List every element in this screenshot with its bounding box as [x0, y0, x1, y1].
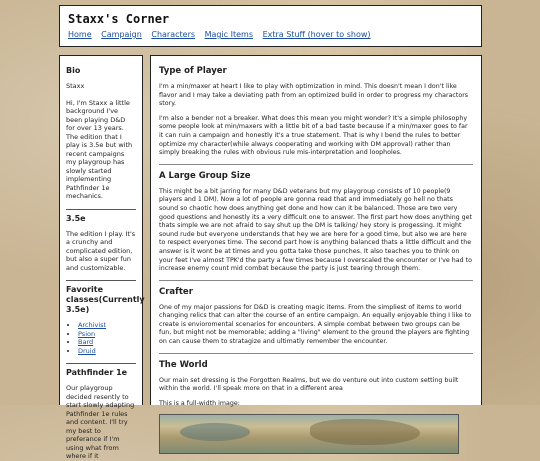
section-divider [159, 280, 473, 281]
world-map-image [159, 414, 459, 454]
edition-heading: 3.5e [66, 213, 86, 223]
list-item [78, 347, 136, 356]
paragraph: This is a full-width image: [159, 399, 240, 407]
section-heading-type-of-player: Type of Player [159, 66, 227, 76]
sidebar [59, 55, 145, 460]
section-heading-the-world: The World [159, 359, 208, 370]
section-heading-large-group: A Large Group Size [159, 170, 251, 181]
nav-extra-stuff-link[interactable]: Extra Stuff (hover to show) [262, 30, 371, 39]
paragraph: Our main set dressing is the Forgotten Realms, but we do venture out into custom setting built within the world. I'll speak more on that in a different area [159, 376, 459, 393]
paragraph: I'm also a bender not a breaker. What does this mean you might wonder? It's a simple philosophy some people look at min/maxers with a little bit of a bad taste because if a min/maxer goes to far it can ruin a campaign and honestly it's a true statement. That is why I bend the rules to better optimize my character(while always cooperating and working with DM approval) rather than simply breaking the rules with obvious rule mis-interpretation and loopholes. [159, 114, 468, 157]
bio-heading: Bio [66, 66, 81, 75]
nav-characters-link[interactable]: Characters [151, 30, 196, 39]
list-item [78, 330, 136, 339]
list-item [78, 338, 136, 347]
paragraph: One of my major passions for D&D is creating magic items. From the simpliest of items to world changing relics that can alter the course of an entire campaign. An equally enjoyable thing I like to create is envioromental scenarios for encounters. A simple combat between two groups can be fun, but might not be memorable; adding a "living" element to the ground the players are fighting on can cause them to stratagize and ultimatly remember the encounter. [159, 303, 472, 346]
class-link-psion[interactable]: Psion [78, 329, 96, 338]
site-title: Staxx's Corner [68, 12, 170, 26]
favorite-classes-list [66, 321, 136, 355]
bio-name: Staxx [66, 82, 85, 90]
nav-home-link[interactable]: Home [68, 30, 92, 39]
main-content [150, 55, 482, 405]
favorite-classes-heading: Favorite classes(Currently 3.5e) [66, 285, 145, 314]
bio-text: Hi, I'm Staxx a little background I've been playing D&D for over 13 years. The edition that I play is 3.5e but with recent campaigns my playgroup has slowly started implementing Pathfinder 1e mechanics. [66, 98, 133, 200]
class-link-archivist[interactable]: Archivist [78, 321, 107, 329]
sidebar-divider [66, 363, 136, 364]
sidebar-divider [66, 280, 136, 281]
nav-campaign-link[interactable]: Campaign [101, 30, 142, 39]
paragraph: This might be a bit jarring for many D&D veterans but my playgroup consists of 10 people(9 players and 1 DM). Now a lot of people are gonna read that and immediately go hell no thats sound so chaotic how does anything get done and how can it be balanced. Those are two very good questions and honestly its a very difficult one to answer. The first part how does anything get thats simple we are not afraid to say shut up the DM is talking/ hey story is progessing. It might sound rude but everyone understands that hey we are here for a good time, but also we are here to respect everyones time. The second part how is anything balanced thats a little difficult and the answer is it wont be at times and you gotta take those punches. It also teaches you to think on your feet I've almost TPK'd the party a few times because I overscaled the encounter or I've had to increase enemy count mid combat because the party is just tearing through them. [159, 187, 473, 273]
class-link-bard[interactable]: Bard [78, 338, 94, 346]
pathfinder-text: Our playgroup decided resently to start slowly adapting Pathfinder 1e rules and content. I'll try my best to preferance if I'm using what from where if it [66, 384, 135, 460]
pathfinder-heading: Pathfinder 1e [66, 368, 128, 377]
section-heading-crafter: Crafter [159, 286, 193, 297]
section-divider [159, 353, 473, 354]
edition-text: The edition I play. It's a crunchy and complicated edition, but also a super fun and customizable. [66, 229, 136, 272]
section-divider [159, 164, 473, 165]
list-item [78, 321, 136, 330]
paragraph: I'm a min/maxer at heart I like to play with optimization in mind. This doesn't mean I don't like flavor and I may take a deviating path from an optimized build in order to progress my charactors story. [159, 83, 469, 108]
site-header [59, 5, 482, 47]
class-link-druid[interactable]: Druid [78, 346, 96, 355]
main-nav [68, 30, 473, 39]
nav-magic-items-link[interactable]: Magic Items [204, 30, 254, 39]
sidebar-divider [66, 209, 136, 210]
